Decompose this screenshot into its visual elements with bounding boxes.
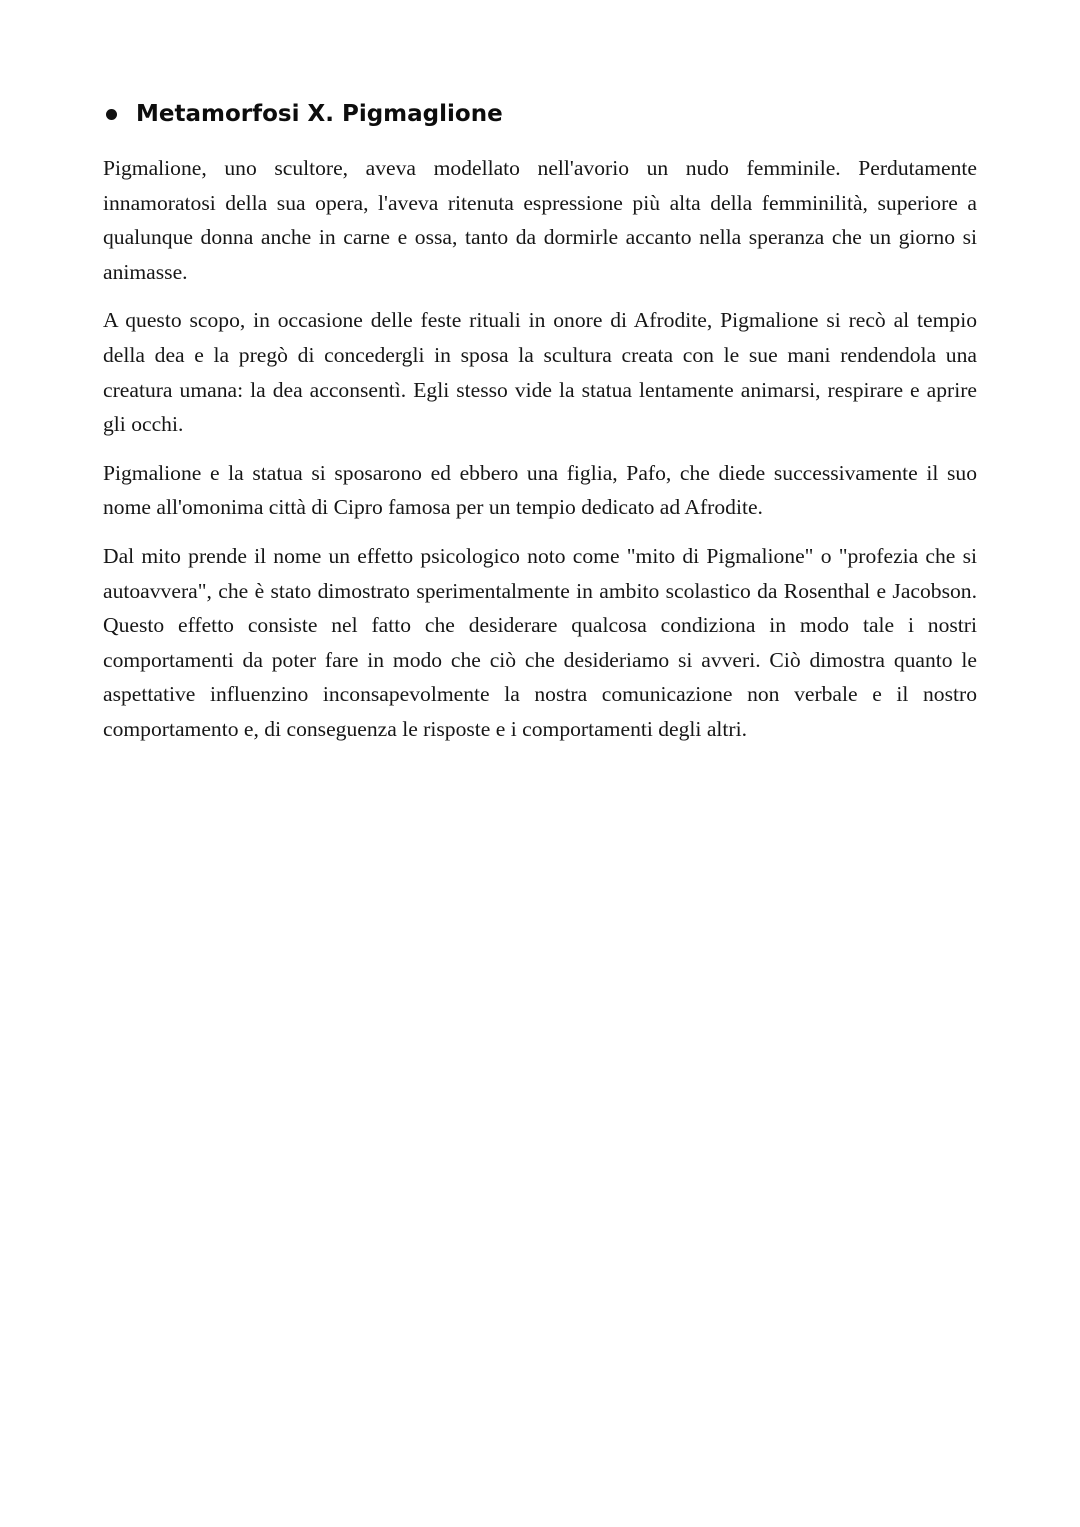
paragraph-4: Dal mito prende il nome un effetto psicologico noto come "mito di Pigmalione" o "profezia che si autoavvera", che è stato dimostrato sperimentalmente in ambito scolastico da Rosenthal e Jacobson. Questo effetto consiste nel fatto che desiderare qualcosa condiziona in modo tale i nostri comportamenti da poter fare in modo che ciò che desideriamo si avveri. Ciò dimostra quanto le aspettative influenzino inconsapevolmente la nostra comunicazione non verbale e il nostro comportamento e, di conseguenza le risposte e i comportamenti degli altri. xyxy=(103,543,977,741)
paragraph-1: Pigmalione, uno scultore, aveva modellato nell'avorio un nudo femminile. Perdutamente innamoratosi della sua opera, l'aveva ritenuta espressione più alta della femminilità, superiore a qualunque donna anche in carne e ossa, tanto da dormirle accanto nella speranza che un giorno si animasse. xyxy=(103,156,977,284)
bullet-icon xyxy=(106,109,117,120)
paragraph-3: Pigmalione e la statua si sposarono ed ebbero una figlia, Pafo, che diede successivamente il suo nome all'omonima città di Cipro famosa per un tempio dedicato ad Afrodite. xyxy=(103,460,977,520)
section-heading xyxy=(103,99,977,129)
paragraph-2: A questo scopo, in occasione delle feste rituali in onore di Afrodite, Pigmalione si recò al tempio della dea e la pregò di concedergli in sposa la scultura creata con le sue mani rendendola una creatura umana: la dea acconsentì. Egli stesso vide la statua lentamente animarsi, respirare e aprire gli occhi. xyxy=(103,308,977,437)
section-heading-text: Metamorfosi X. Pigmaglione xyxy=(136,101,503,127)
